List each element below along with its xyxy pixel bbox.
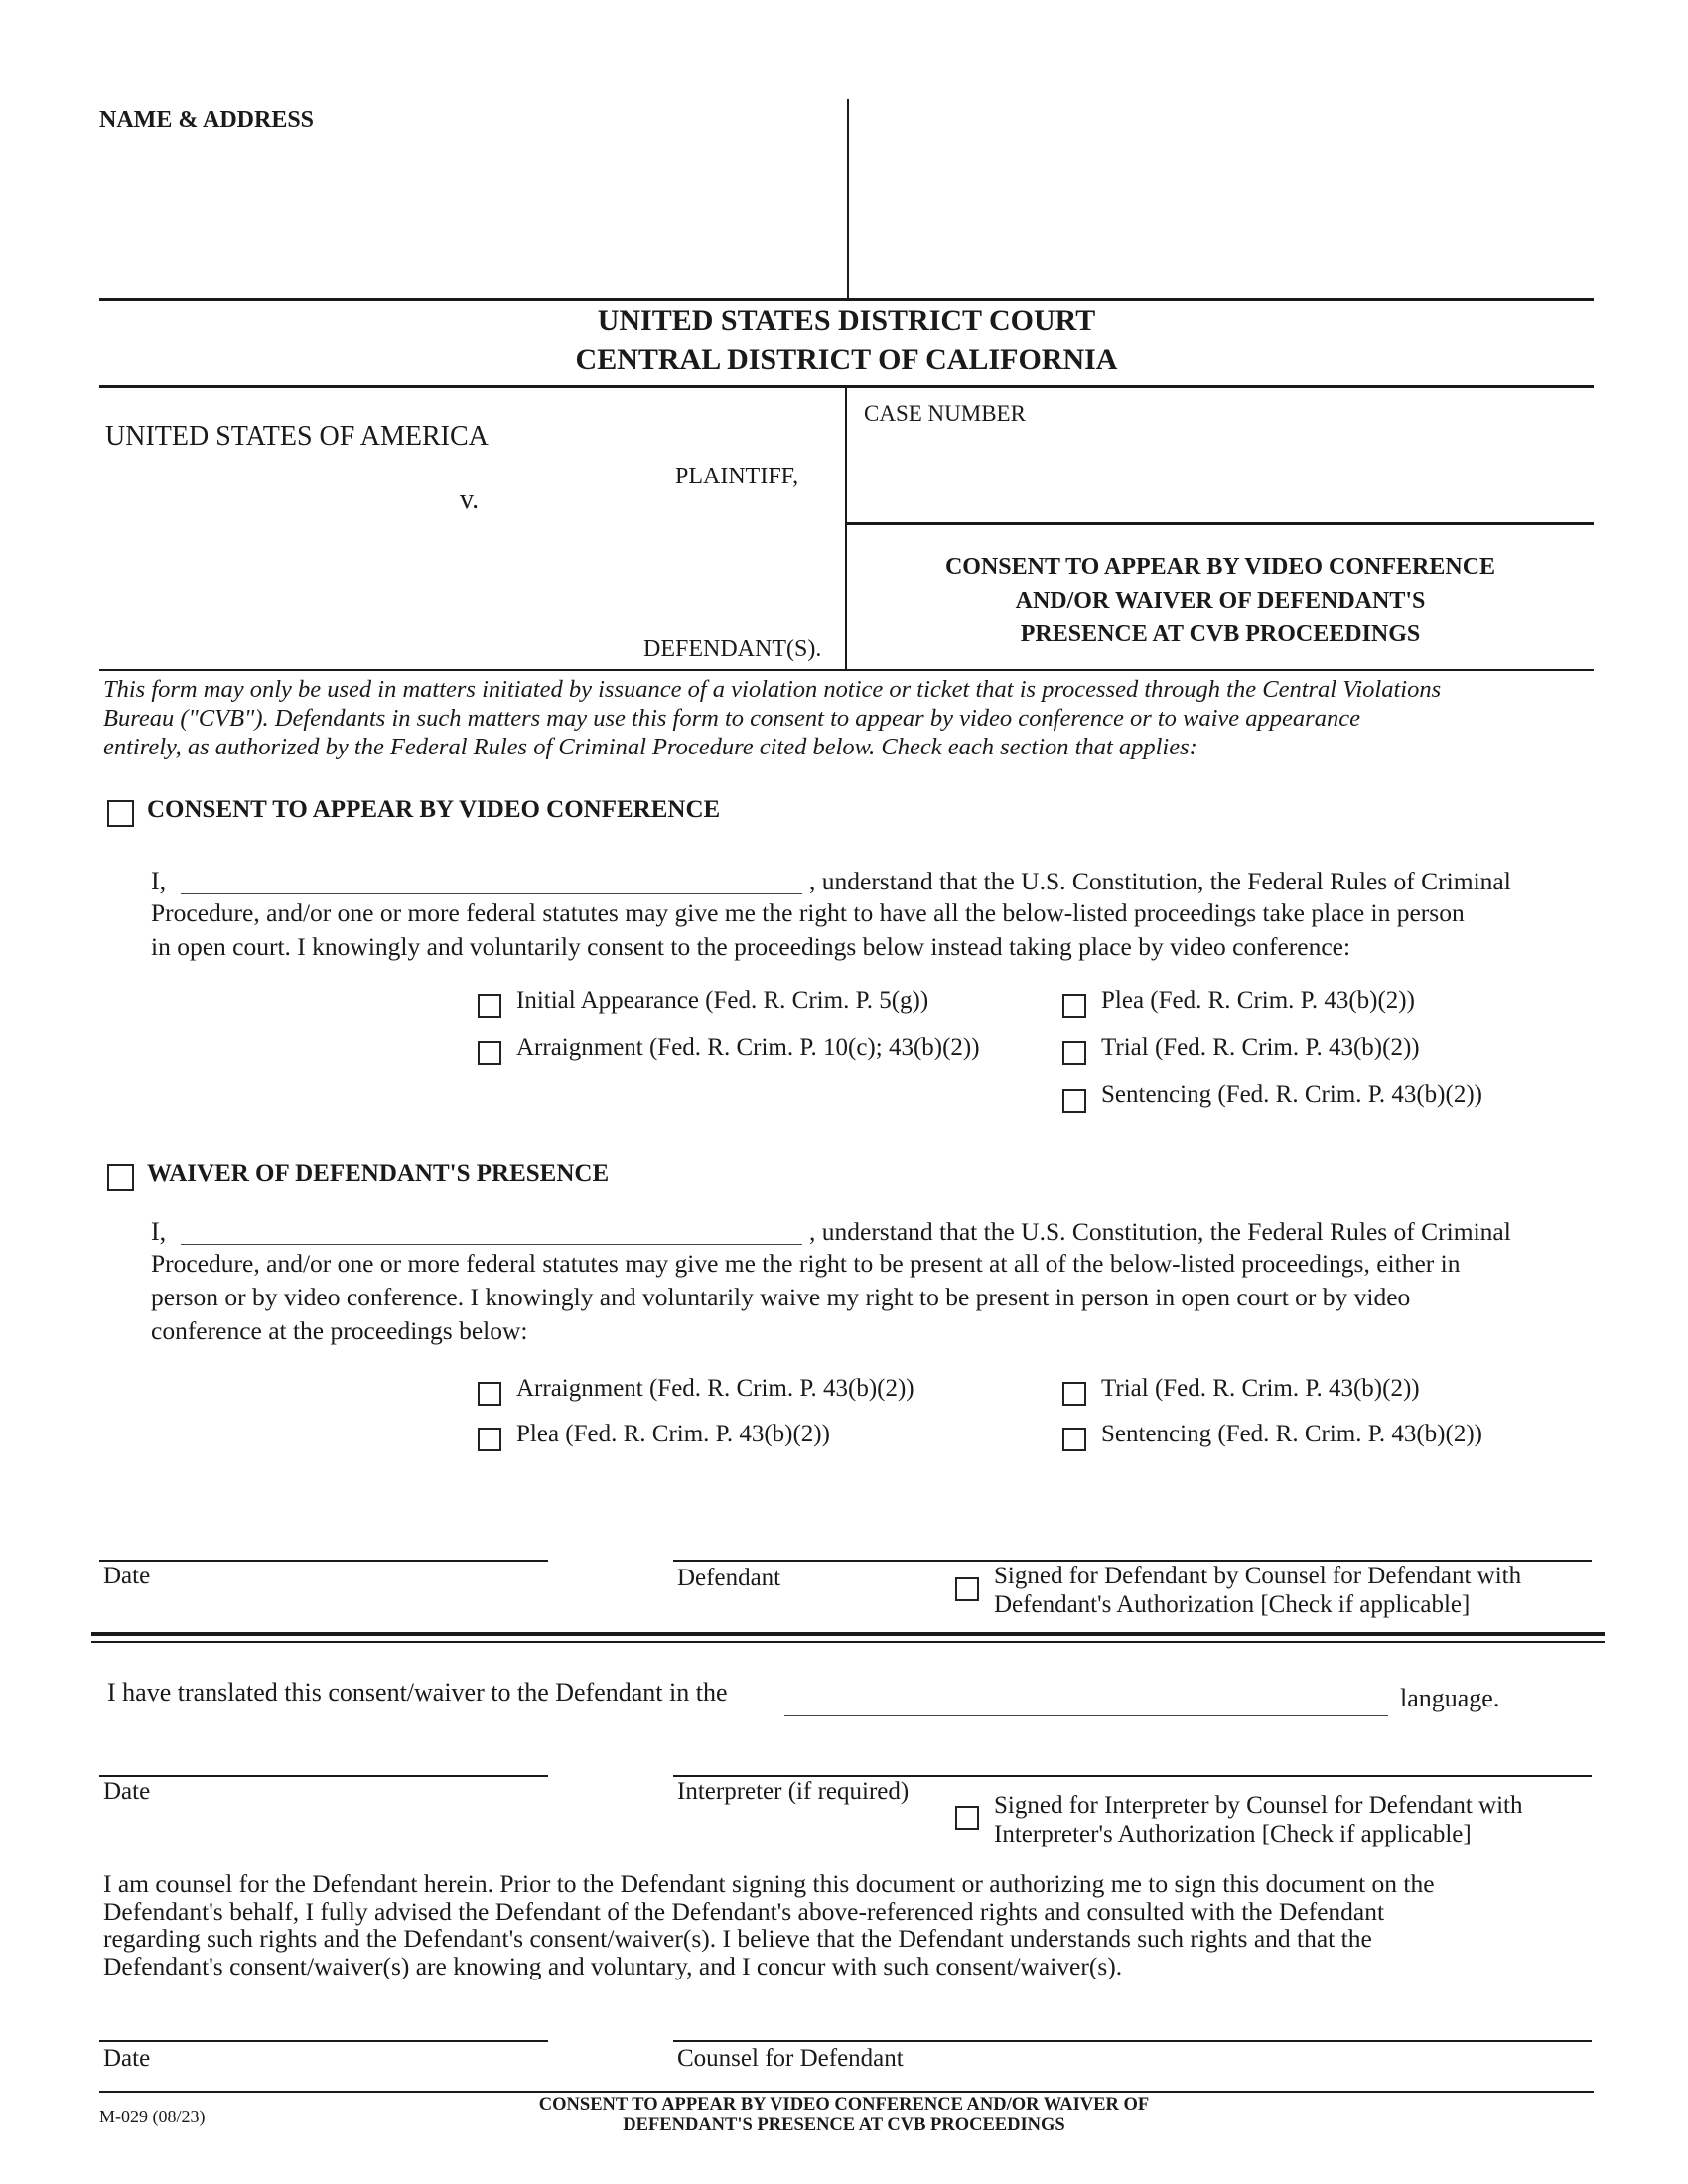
interpreter-date-label: Date — [103, 1778, 151, 1805]
waiver-checkbox[interactable] — [107, 1164, 134, 1191]
interpreter-label: Interpreter (if required) — [677, 1778, 910, 1805]
footer-title-line1: CONSENT TO APPEAR BY VIDEO CONFERENCE AND/OR WAIVER OF — [538, 2095, 1150, 2115]
video-i-label: I, — [151, 867, 167, 895]
case-number-field[interactable] — [864, 437, 1579, 516]
name-address-label: NAME & ADDRESS — [99, 107, 315, 133]
defendant-label: DEFENDANT(S). — [643, 636, 822, 662]
waiver-line3: person or by video conference. I knowingly and voluntarily waive my right to be present in person in open court or by video — [151, 1283, 1411, 1311]
form-number: M-029 (08/23) — [99, 2107, 206, 2126]
intro-line3: entirely, as authorized by the Federal Rules of Criminal Procedure cited below. Check each section that applies: — [103, 734, 1197, 760]
form-title-line2: AND/OR WAIVER OF DEFENDANT'S — [1015, 588, 1426, 614]
waiver-heading: WAIVER OF DEFENDANT'S PRESENCE — [147, 1160, 610, 1187]
plaintiff-label: PLAINTIFF, — [675, 464, 799, 489]
video-name-field[interactable] — [181, 866, 802, 894]
waiver-option-arraignment-checkbox[interactable] — [478, 1382, 501, 1406]
interpreter-date-line[interactable] — [99, 1775, 548, 1777]
waiver-i-label: I, — [151, 1217, 167, 1246]
counsel-signed-interpreter-line2: Interpreter's Authorization [Check if applicable] — [994, 1821, 1472, 1847]
video-line3: in open court. I knowingly and voluntarily consent to the proceedings below instead taking place by video conference: — [151, 932, 1351, 961]
intro-line2: Bureau ("CVB"). Defendants in such matters may use this form to consent to appear by video conference or to waive appearance — [103, 705, 1360, 732]
date-signature-line[interactable] — [99, 1560, 548, 1562]
video-option-arraignment: Arraignment (Fed. R. Crim. P. 10(c); 43(b)(2)) — [516, 1034, 980, 1061]
form-title-line3: PRESENCE AT CVB PROCEEDINGS — [1020, 621, 1421, 647]
counsel-line4: Defendant's consent/waiver(s) are knowing and voluntary, and I concur with such consent/waiver(s). — [103, 1951, 1123, 1980]
video-option-sentencing: Sentencing (Fed. R. Crim. P. 43(b)(2)) — [1101, 1081, 1482, 1108]
form-title — [847, 550, 1594, 651]
video-line1-rest: , understand that the U.S. Constitution, the Federal Rules of Criminal — [809, 867, 1511, 895]
waiver-paragraph — [151, 1247, 1591, 1348]
counsel-signed-interpreter-line1: Signed for Interpreter by Counsel for Defendant with — [994, 1792, 1523, 1819]
video-option-arraignment-checkbox[interactable] — [478, 1041, 501, 1065]
interpreter-signature-line[interactable] — [673, 1775, 1592, 1777]
caption-rule — [99, 669, 1594, 671]
counsel-paragraph — [103, 1870, 1435, 1979]
video-option-trial-checkbox[interactable] — [1062, 1041, 1086, 1065]
translation-text-before: I have translated this consent/waiver to the Defendant in the — [107, 1678, 728, 1706]
waiver-option-arraignment: Arraignment (Fed. R. Crim. P. 43(b)(2)) — [516, 1375, 914, 1402]
form-title-line1: CONSENT TO APPEAR BY VIDEO CONFERENCE — [944, 554, 1496, 580]
waiver-option-plea: Plea (Fed. R. Crim. P. 43(b)(2)) — [516, 1421, 830, 1447]
counsel-signed-defendant-text — [994, 1562, 1521, 1619]
waiver-name-field[interactable] — [181, 1216, 802, 1245]
video-line2: Procedure, and/or one or more federal statutes may give me the right to have all the below-listed proceedings take place in person — [151, 898, 1465, 927]
video-option-plea-checkbox[interactable] — [1062, 994, 1086, 1018]
header-divider — [847, 99, 849, 298]
waiver-option-sentencing-checkbox[interactable] — [1062, 1428, 1086, 1451]
court-name — [99, 301, 1594, 380]
waiver-option-trial-checkbox[interactable] — [1062, 1382, 1086, 1406]
counsel-signed-interpreter-text — [994, 1791, 1522, 1848]
counsel-signed-interpreter-checkbox[interactable] — [955, 1806, 979, 1830]
counsel-signed-defendant-checkbox[interactable] — [955, 1577, 979, 1601]
court-line1: UNITED STATES DISTRICT COURT — [597, 304, 1096, 337]
waiver-option-sentencing: Sentencing (Fed. R. Crim. P. 43(b)(2)) — [1101, 1421, 1482, 1447]
counsel-line2: Defendant's behalf, I fully advised the Defendant of the Defendant's above-referenced rights and consulted with the Defendant — [103, 1896, 1385, 1926]
video-option-initial-appearance-checkbox[interactable] — [478, 994, 501, 1018]
video-option-trial: Trial (Fed. R. Crim. P. 43(b)(2)) — [1101, 1034, 1420, 1061]
counsel-line3: regarding such rights and the Defendant's consent/waiver(s). I believe that the Defendant understands such rights and that the — [103, 1924, 1372, 1953]
case-number-label: CASE NUMBER — [864, 401, 1026, 426]
defendant-label-sig: Defendant — [677, 1565, 781, 1591]
footer-title — [447, 2095, 1241, 2136]
video-conference-checkbox[interactable] — [107, 800, 134, 827]
waiver-line2: Procedure, and/or one or more federal statutes may give me the right to be present at all of the below-listed proceedings, either in — [151, 1249, 1461, 1278]
video-conference-heading: CONSENT TO APPEAR BY VIDEO CONFERENCE — [147, 796, 721, 823]
counsel-signature-line[interactable] — [673, 2040, 1592, 2042]
translation-text-after: language. — [1400, 1684, 1500, 1712]
defendant-date-label: Date — [103, 1563, 151, 1589]
double-rule-top — [91, 1632, 1605, 1636]
court-line2: CENTRAL DISTRICT OF CALIFORNIA — [575, 343, 1118, 376]
footer-rule — [99, 2091, 1594, 2093]
counsel-date-label: Date — [103, 2045, 151, 2072]
waiver-line1-rest: , understand that the U.S. Constitution, the Federal Rules of Criminal — [809, 1217, 1511, 1246]
video-option-initial-appearance: Initial Appearance (Fed. R. Crim. P. 5(g)) — [516, 987, 929, 1014]
intro-paragraph — [103, 675, 1593, 761]
versus: v. — [460, 484, 480, 515]
counsel-label: Counsel for Defendant — [677, 2045, 904, 2072]
intro-line1: This form may only be used in matters initiated by issuance of a violation notice or ticket that is processed through the Central Violations — [103, 676, 1442, 703]
counsel-line1: I am counsel for the Defendant herein. Prior to the Defendant signing this document or authorizing me to sign this document on the — [103, 1869, 1435, 1898]
video-paragraph — [151, 896, 1591, 964]
video-option-sentencing-checkbox[interactable] — [1062, 1089, 1086, 1113]
plaintiff-name: UNITED STATES OF AMERICA — [105, 421, 489, 452]
counsel-signed-defendant-line2: Defendant's Authorization [Check if applicable] — [994, 1591, 1471, 1618]
video-option-plea: Plea (Fed. R. Crim. P. 43(b)(2)) — [1101, 987, 1415, 1014]
footer-title-line2: DEFENDANT'S PRESENCE AT CVB PROCEEDINGS — [623, 2116, 1065, 2135]
waiver-option-trial: Trial (Fed. R. Crim. P. 43(b)(2)) — [1101, 1375, 1420, 1402]
case-number-rule — [845, 522, 1594, 525]
waiver-option-plea-checkbox[interactable] — [478, 1428, 501, 1451]
double-rule-bottom — [91, 1641, 1605, 1643]
counsel-signed-defendant-line1: Signed for Defendant by Counsel for Defendant with — [994, 1563, 1522, 1589]
counsel-date-line[interactable] — [99, 2040, 548, 2042]
waiver-line4: conference at the proceedings below: — [151, 1316, 528, 1345]
translation-language-field[interactable] — [784, 1688, 1388, 1716]
